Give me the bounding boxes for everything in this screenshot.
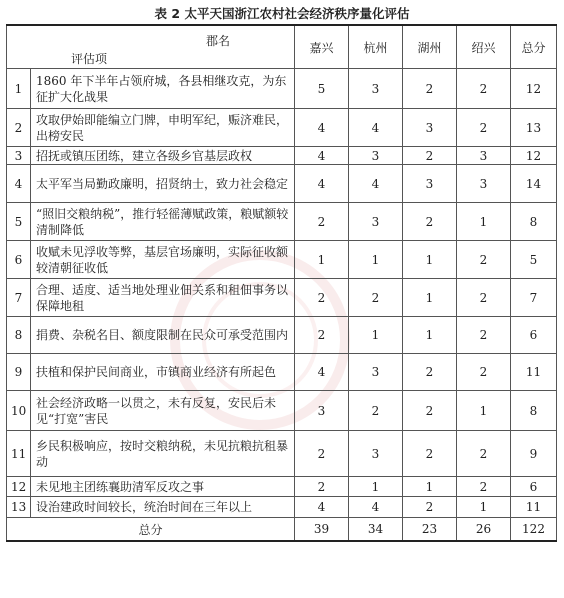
assessment-item: 社会经济政略一以贯之，未有反复，安民后未见“打宽”害民 (31, 391, 295, 431)
score-cell: 1 (295, 241, 349, 279)
assessment-item: 太平军当局勤政廉明，招贤纳士，致力社会稳定 (31, 165, 295, 203)
score-cell: 2 (403, 69, 457, 109)
table-row (7, 317, 557, 354)
total-row (7, 518, 557, 542)
score-cell: 3 (349, 69, 403, 109)
score-cell: 1 (403, 279, 457, 317)
score-cell: 3 (295, 391, 349, 431)
table-row (7, 165, 557, 203)
score-cell: 2 (457, 279, 511, 317)
assessment-item: “照旧交粮纳税”，推行轻徭薄赋政策，粮赋额较清制降低 (31, 203, 295, 241)
score-cell: 3 (457, 165, 511, 203)
row-number: 2 (7, 109, 31, 147)
row-number: 3 (7, 147, 31, 165)
row-number: 10 (7, 391, 31, 431)
total-value: 34 (349, 518, 403, 542)
score-cell: 6 (511, 317, 557, 354)
assessment-item: 设治建政时间较长，统治时间在三年以上 (31, 497, 295, 518)
score-cell: 2 (295, 431, 349, 477)
column-header: 湖州 (403, 25, 457, 69)
score-cell: 3 (349, 203, 403, 241)
table-row (7, 241, 557, 279)
table-row (7, 147, 557, 165)
score-cell: 2 (457, 477, 511, 497)
row-number: 5 (7, 203, 31, 241)
row-number: 12 (7, 477, 31, 497)
table-row (7, 69, 557, 109)
row-number: 6 (7, 241, 31, 279)
score-cell: 2 (457, 317, 511, 354)
assessment-item: 攻取伊始即能编立门牌，申明军纪，赈济难民，出榜安民 (31, 109, 295, 147)
total-value: 23 (403, 518, 457, 542)
score-cell: 4 (295, 109, 349, 147)
assessment-item: 乡民积极响应，按时交粮纳税，未见抗粮抗租暴动 (31, 431, 295, 477)
score-cell: 1 (403, 241, 457, 279)
score-cell: 12 (511, 69, 557, 109)
assessment-item: 收赋未见浮收等弊，基层官场廉明，实际征收额较清朝征收低 (31, 241, 295, 279)
score-cell: 2 (403, 203, 457, 241)
score-cell: 2 (349, 279, 403, 317)
score-cell: 5 (511, 241, 557, 279)
score-cell: 2 (295, 317, 349, 354)
score-cell: 4 (349, 109, 403, 147)
assessment-item: 未见地主团练襄助清军反攻之事 (31, 477, 295, 497)
table-row (7, 279, 557, 317)
table-row (7, 203, 557, 241)
score-cell: 3 (349, 431, 403, 477)
total-value: 122 (511, 518, 557, 542)
table-row (7, 354, 557, 391)
row-number: 13 (7, 497, 31, 518)
score-cell: 4 (295, 147, 349, 165)
score-cell: 4 (349, 497, 403, 518)
score-cell: 3 (457, 147, 511, 165)
total-value: 39 (295, 518, 349, 542)
score-cell: 1 (457, 203, 511, 241)
score-cell: 1 (457, 497, 511, 518)
score-cell: 3 (349, 354, 403, 391)
row-number: 8 (7, 317, 31, 354)
total-label: 总分 (7, 518, 295, 542)
score-cell: 2 (295, 279, 349, 317)
score-cell: 1 (403, 317, 457, 354)
score-cell: 2 (457, 109, 511, 147)
score-cell: 1 (457, 391, 511, 431)
score-cell: 4 (295, 354, 349, 391)
score-cell: 2 (457, 69, 511, 109)
table-row (7, 391, 557, 431)
score-cell: 4 (295, 165, 349, 203)
score-cell: 2 (295, 203, 349, 241)
score-cell: 3 (403, 165, 457, 203)
row-number: 4 (7, 165, 31, 203)
header-row (7, 25, 557, 69)
assessment-item: 合理、适度、适当地处理业佃关系和租佃事务以保障地租 (31, 279, 295, 317)
score-cell: 2 (457, 354, 511, 391)
column-header: 杭州 (349, 25, 403, 69)
score-cell: 2 (403, 147, 457, 165)
column-header: 总分 (511, 25, 557, 69)
score-cell: 4 (295, 497, 349, 518)
score-cell: 2 (403, 391, 457, 431)
score-cell: 4 (349, 165, 403, 203)
score-cell: 6 (511, 477, 557, 497)
score-cell: 3 (403, 109, 457, 147)
table-row (7, 109, 557, 147)
assessment-table (6, 24, 557, 542)
score-cell: 12 (511, 147, 557, 165)
score-cell: 13 (511, 109, 557, 147)
score-cell: 11 (511, 354, 557, 391)
score-cell: 8 (511, 203, 557, 241)
column-header: 绍兴 (457, 25, 511, 69)
assessment-item: 1860 年下半年占领府城，各县相继攻克，为东征扩大化战果 (31, 69, 295, 109)
row-number: 11 (7, 431, 31, 477)
score-cell: 2 (403, 431, 457, 477)
score-cell: 1 (403, 477, 457, 497)
score-cell: 7 (511, 279, 557, 317)
score-cell: 5 (295, 69, 349, 109)
assessment-item: 招抚或镇压团练，建立各级乡官基层政权 (31, 147, 295, 165)
total-value: 26 (457, 518, 511, 542)
header-corner-bottom: 评估项 (71, 52, 108, 66)
table-row (7, 431, 557, 477)
score-cell: 1 (349, 477, 403, 497)
score-cell: 2 (403, 497, 457, 518)
table-row (7, 477, 557, 497)
row-number: 7 (7, 279, 31, 317)
row-number: 9 (7, 354, 31, 391)
column-header: 嘉兴 (295, 25, 349, 69)
score-cell: 3 (349, 147, 403, 165)
score-cell: 8 (511, 391, 557, 431)
score-cell: 2 (457, 241, 511, 279)
score-cell: 2 (349, 391, 403, 431)
table-caption: 表 2 太平天国浙江农村社会经济秩序量化评估 (154, 6, 410, 21)
score-cell: 9 (511, 431, 557, 477)
score-cell: 2 (403, 354, 457, 391)
score-cell: 11 (511, 497, 557, 518)
score-cell: 1 (349, 317, 403, 354)
score-cell: 14 (511, 165, 557, 203)
assessment-item: 扶植和保护民间商业，市镇商业经济有所起色 (31, 354, 295, 391)
table-row (7, 497, 557, 518)
row-number: 1 (7, 69, 31, 109)
header-corner-top: 郡名 (205, 34, 230, 48)
header-corner (7, 25, 295, 69)
score-cell: 2 (295, 477, 349, 497)
assessment-item: 捐费、杂税名目、额度限制在民众可承受范围内 (31, 317, 295, 354)
score-cell: 2 (457, 431, 511, 477)
score-cell: 1 (349, 241, 403, 279)
